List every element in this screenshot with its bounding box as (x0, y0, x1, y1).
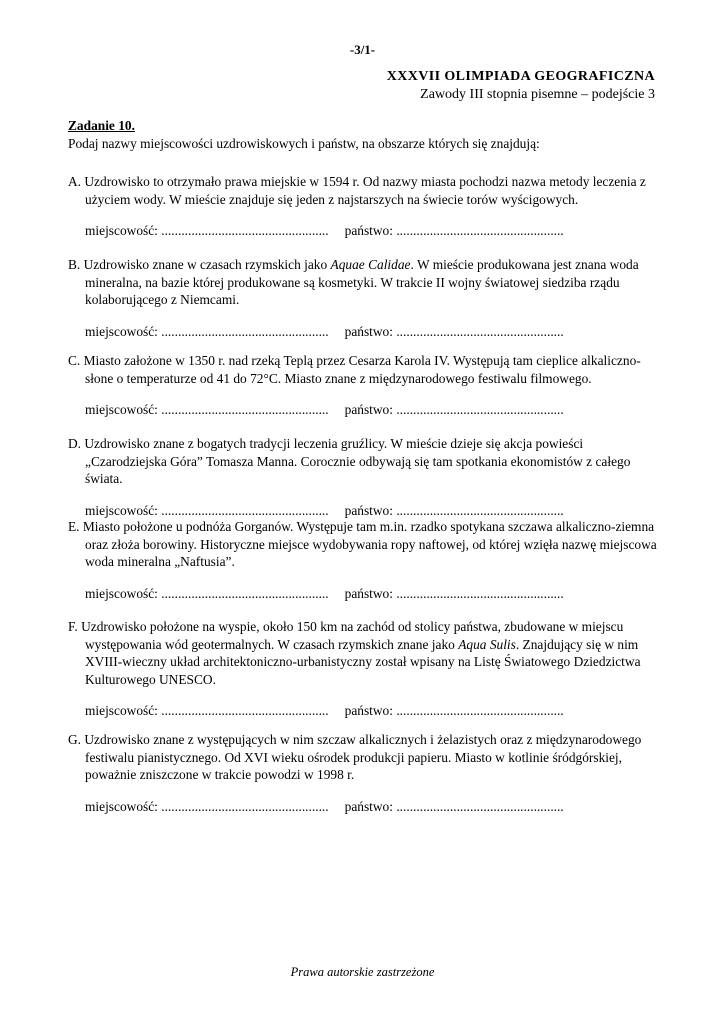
answer-line (68, 702, 658, 719)
town-field[interactable]: miejscowość: .................................................. (85, 703, 329, 718)
answer-line (68, 222, 658, 239)
question-letter: D. (68, 436, 82, 451)
question-g (68, 731, 658, 815)
question-letter: B. (68, 257, 81, 272)
country-field[interactable]: państwo: .................................................. (344, 703, 564, 718)
question-text (68, 518, 658, 571)
question-body: Uzdrowisko to otrzymało prawa miejskie w 1594 r. Od nazwy miasta pochodzi nazwa metody leczenia z użyciem wody. W mieście znajduje się jeden z najstarszych na świecie torów wyścigowych. (84, 174, 646, 207)
question-text (68, 435, 658, 488)
question-body: Uzdrowisko znane w czasach rzymskich jako (83, 257, 331, 272)
question-body: Miasto założone w 1350 r. nad rzeką Teplą przez Cesarza Karola IV. Występują tam cieplice alkaliczno-słone o temperaturze od 41 do 72°C. Miasto znane z międzynarodowego festiwalu filmowego. (83, 353, 641, 386)
question-letter: F. (68, 619, 78, 634)
town-field[interactable]: miejscowość: .................................................. (85, 223, 329, 238)
task-instruction: Podaj nazwy miejscowości uzdrowiskowych i państw, na obszarze których się znajdują: (68, 136, 540, 151)
country-field[interactable]: państwo: .................................................. (344, 223, 564, 238)
question-b (68, 256, 658, 340)
question-text (68, 618, 658, 688)
page-number: -3/1- (349, 42, 376, 57)
answer-line (68, 502, 658, 519)
task-title: Zadanie 10. (68, 118, 135, 133)
town-field[interactable]: miejscowość: .................................................. (85, 502, 329, 518)
country-field[interactable]: państwo: .................................................. (344, 798, 564, 814)
question-text (68, 173, 658, 208)
question-letter: E. (68, 519, 80, 534)
answer-line (68, 323, 658, 340)
town-field[interactable]: miejscowość: .................................................. (85, 798, 329, 814)
question-text (68, 256, 658, 309)
olympiad-title: XXXVII OLIMPIADA GEOGRAFICZNA (386, 69, 655, 84)
copyright-footer: Prawa autorskie zastrzeżone (290, 965, 435, 979)
country-field[interactable]: państwo: .................................................. (344, 323, 564, 339)
town-field[interactable]: miejscowość: .................................................. (85, 323, 329, 339)
question-f (68, 618, 658, 719)
question-letter: G. (68, 732, 82, 747)
question-body-cont: . Znajdujący się w nim XVIII-wieczny układ architektoniczno-urbanistyczny został wpisany na Listę Światowego Dziedzictwa Kulturowego UNESCO. (85, 636, 641, 687)
question-body: Miasto położone u podnóża Gorganów. Występuje tam m.in. rzadko spotykana szczawa alkaliczno-ziemna oraz złoża borowiny. Historyczne miejsce wydobywania ropy naftowej, od której wzięła nazwę miejscowa woda mineralna „Naftusia”. (82, 519, 657, 569)
country-field[interactable]: państwo: .................................................. (344, 402, 564, 417)
question-body: Uzdrowisko położone na wyspie, około 150 km na zachód od stolicy państwa, zbudowane w miejscu występowania wód geotermalnych. W czasach rzymskich znane jako (81, 619, 624, 652)
town-field[interactable]: miejscowość: .................................................. (85, 585, 329, 601)
stage-subtitle: Zawody III stopnia pisemne – podejście 3 (420, 87, 655, 102)
question-c (68, 352, 658, 418)
question-body-cont: . W mieście produkowana jest znana woda mineralna, na bazie której produkowane są kosmetyki. W trakcie II wojny światowej siedziba rządu kolaborującego z Niemcami. (85, 257, 639, 307)
question-letter: A. (68, 174, 82, 189)
question-body: Uzdrowisko znane z bogatych tradycji leczenia gruźlicy. W mieście dzieje się akcja powieści „Czarodziejska Góra” Tomasza Manna. Corocznie odbywają się tam spotkania ekonomistów z całego świata. (84, 436, 631, 486)
question-text (68, 731, 658, 784)
question-e (68, 518, 658, 602)
question-body: Uzdrowisko znane z występujących w nim szczaw alkalicznych i żelazistych oraz z międzynarodowego festiwalu pianistycznego. Od XVI wieku ośrodek produkcji papieru. Miasto w kotlinie śródgórskiej, poważnie zniszczone w trakcie powodzi w 1998 r. (84, 732, 642, 782)
country-field[interactable]: państwo: .................................................. (344, 502, 564, 518)
answer-line (68, 585, 658, 602)
answer-line (68, 798, 658, 815)
question-letter: C. (68, 353, 81, 368)
question-latin-name: Aqua Sulis (458, 636, 516, 652)
question-latin-name: Aquae Calidae (330, 257, 411, 272)
answer-line (68, 401, 658, 418)
country-field[interactable]: państwo: .................................................. (344, 585, 564, 601)
question-d (68, 435, 658, 519)
question-text (68, 352, 658, 387)
question-a (68, 173, 658, 239)
header (387, 68, 655, 104)
town-field[interactable]: miejscowość: .................................................. (85, 402, 329, 417)
